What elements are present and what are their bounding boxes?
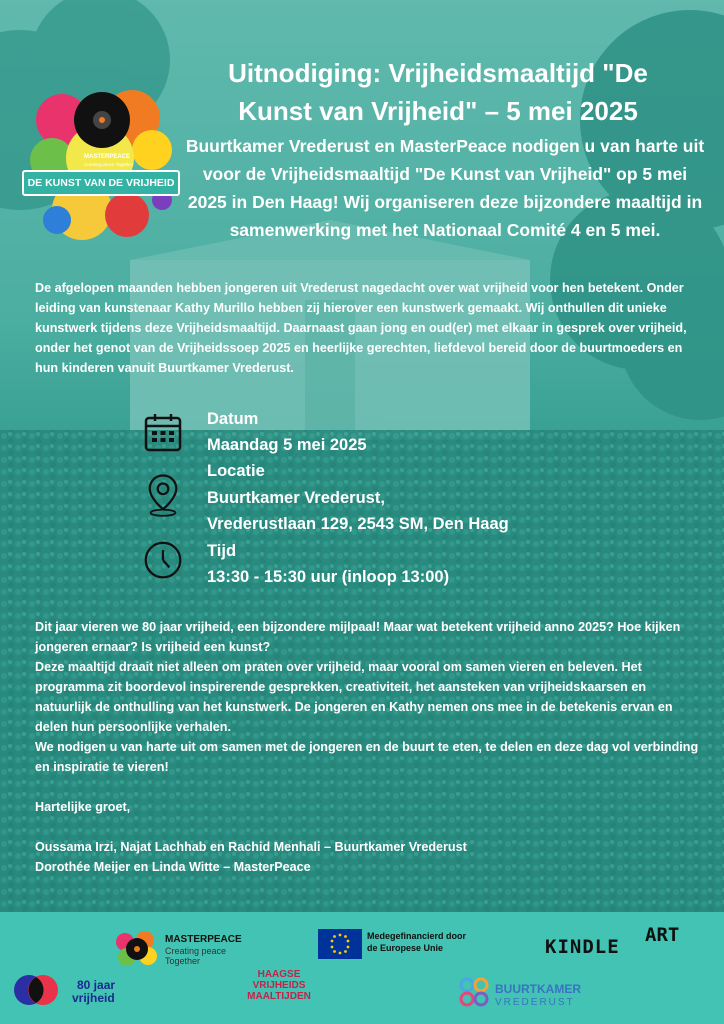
footer-80-jaar: 80 jaar (77, 978, 116, 992)
location-label: Locatie (207, 462, 265, 480)
footer-vrijheid: vrijheid (72, 991, 115, 1005)
kunst-van-vrijheid-logo (22, 80, 180, 250)
body-paragraph-1: Dit jaar vieren we 80 jaar vrijheid, een bijzondere mijlpaal! Maar wat betekent vrijheid anno 2025? Hoe kijken jongeren ernaar? Is vrijheid een kunst? (35, 620, 681, 654)
body-paragraph-3: We nodigen u van harte uit om samen met de jongeren en de buurt te eten, te delen en deze dag vol verbinding en inspiratie te vieren! (35, 740, 699, 774)
body-paragraph-2: Deze maaltijd draait niet alleen om praten over vrijheid, maar vooral om samen vieren en beleven. Het programma zit boordevol inspirerende gesprekken, creativiteit, het aansteken van vrijheidskaarsen en natuurlijk de onthulling van het kunstwerk. De jongeren en Kathy nemen ons mee in de betekenis ervan en delen hun persoonlijke verhalen. (35, 660, 673, 734)
footer-haagse-vrijheidsmaaltijden: HAAGSE VRIJHEIDS MAALTIJDEN (247, 969, 311, 1002)
calendar-icon (143, 410, 183, 456)
date-value: Maandag 5 mei 2025 (207, 436, 367, 454)
footer-masterpeace-name: MASTERPEACE (165, 934, 242, 945)
partner-footer (0, 912, 724, 1024)
logo-tagline: Creating peace Together (84, 162, 134, 167)
footer-masterpeace-tag1: Creating peace (165, 946, 227, 956)
footer-kindle-art: ART (645, 924, 680, 946)
time-label: Tijd (207, 542, 237, 560)
footer-kindle: KINDLE (545, 936, 620, 958)
logo-banner: DE KUNST VAN DE VRIJHEID (22, 170, 180, 196)
footer-masterpeace-tag2: Together (165, 956, 201, 966)
eu-flag-icon (318, 929, 362, 959)
location-line1: Buurtkamer Vrederust, (207, 489, 385, 507)
logo-brand: MASTERPEACE (84, 154, 131, 160)
date-label: Datum (207, 410, 259, 428)
signature-2: Dorothée Meijer en Linda Witte – MasterPeace (35, 860, 311, 874)
location-line2: Vrederustlaan 129, 2543 SM, Den Haag (207, 515, 509, 533)
time-value: 13:30 - 15:30 uur (inloop 13:00) (207, 568, 450, 586)
buurtkamer-logo-icon (457, 975, 491, 1009)
intro-text: Buurtkamer Vrederust en MasterPeace nodigen u van harte uit voor de Vrijheidsmaaltijd "De Kunst van Vrijheid" op 5 mei 2025 in Den Haag! Wij organiseren deze bijzondere maaltijd in samenwerking met het Nationaal Comité 4 en 5 mei. (185, 136, 705, 240)
footer-eu-line1: Medegefinancierd door (367, 931, 467, 941)
location-pin-icon (143, 472, 183, 518)
comite-4-5-mei-logo (12, 966, 60, 1014)
footer-vrederust: VREDERUST (495, 997, 575, 1008)
page-title: Uitnodiging: Vrijheidsmaaltijd "De Kunst van Vrijheid" – 5 mei 2025 (228, 58, 648, 126)
clock-icon (143, 538, 183, 584)
footer-buurtkamer: BUURTKAMER (495, 982, 581, 996)
footer-eu-line2: de Europese Unie (367, 943, 444, 953)
signature-1: Oussama Irzi, Najat Lachhab en Rachid Menhali – Buurtkamer Vrederust (35, 840, 467, 854)
body-text (35, 617, 705, 877)
masterpeace-logo-icon (113, 930, 163, 968)
greeting: Hartelijke groet, (35, 800, 131, 814)
paragraph-intro: De afgelopen maanden hebben jongeren uit Vrederust nagedacht over wat vrijheid voor hen betekent. Onder leiding van kunstenaar Kathy Murillo hebben zij hierover een kunstwerk gemaakt. Wij onthullen dit unieke kunstwerk tijdens deze Vrijheidsmaaltijd. Daarnaast gaan jong en oud(er) met elkaar in gesprek over vrijheid, onder het genot van de Vrijheidssoep 2025 en heerlijke gerechten, liefdevol bereid door de buurtmoeders en hun kinderen vanuit Buurtkamer Vrederust. (35, 281, 687, 375)
